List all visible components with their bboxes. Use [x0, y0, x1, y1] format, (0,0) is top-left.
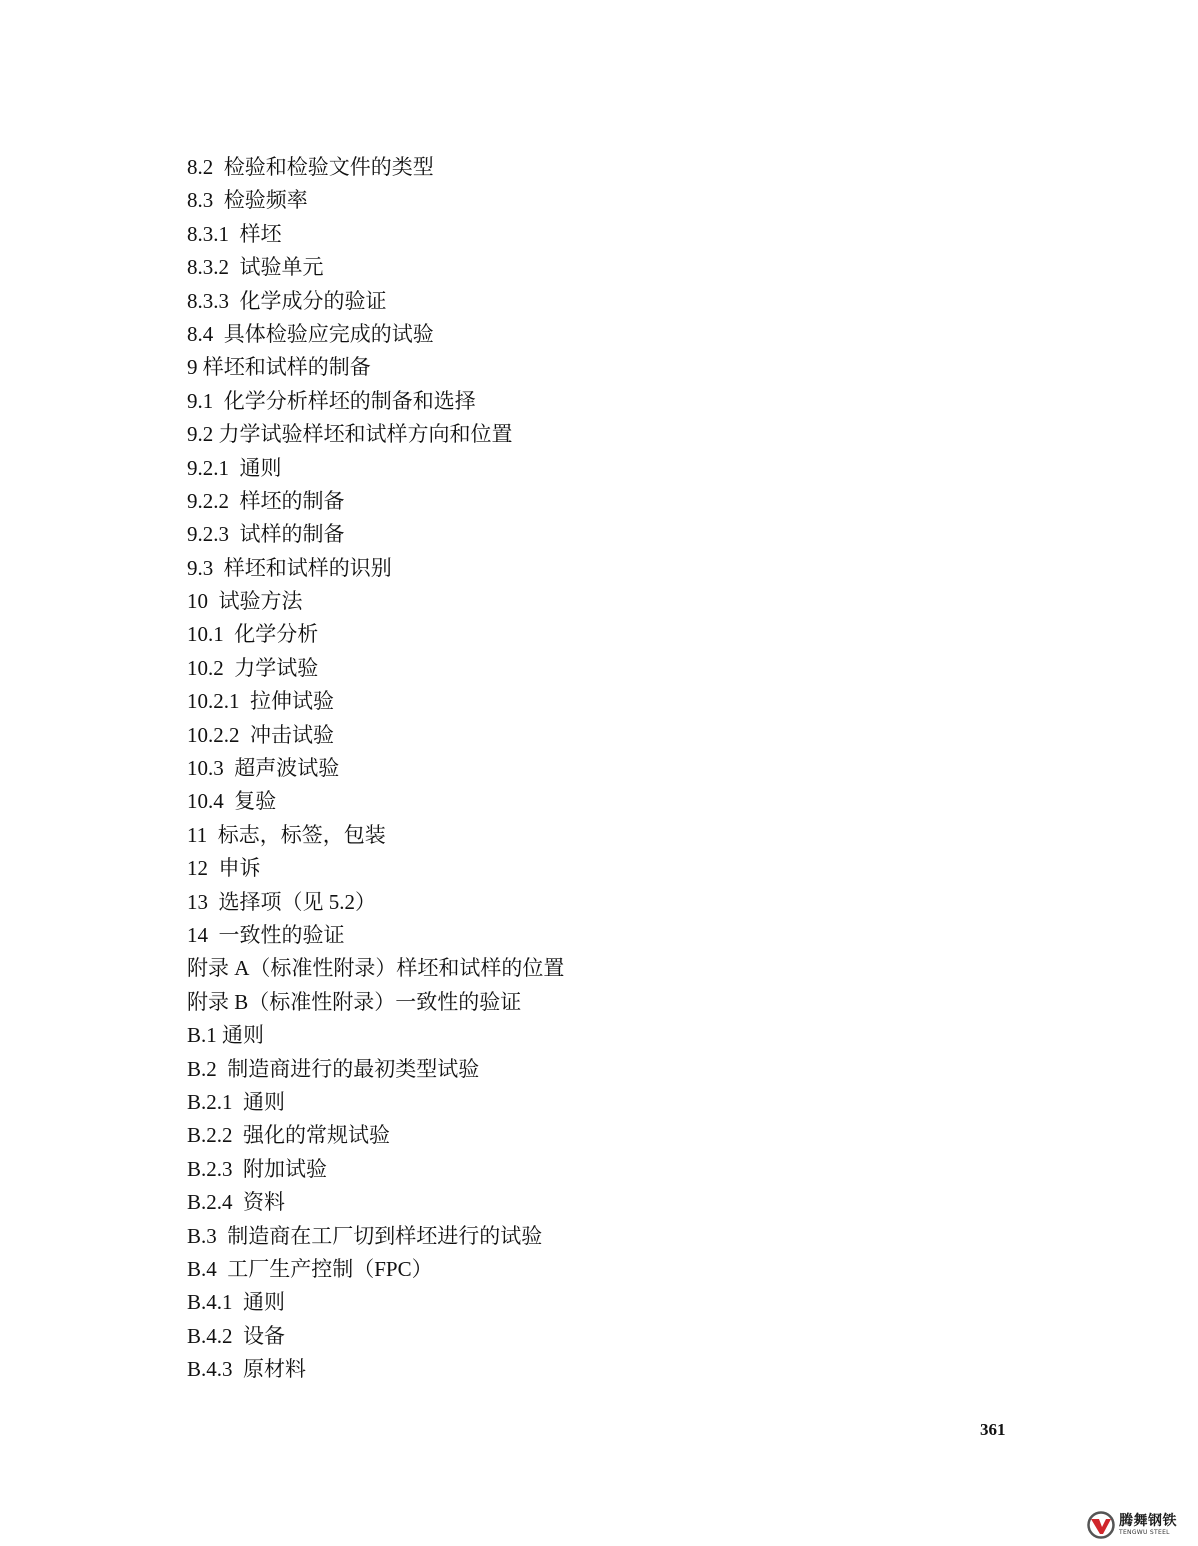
- toc-entry: 10.4 复验: [187, 789, 277, 814]
- toc-entry: 8.4 具体检验应完成的试验: [187, 321, 434, 346]
- logo-name-en: TENGWU STEEL: [1119, 1529, 1170, 1536]
- toc-entry: B.2.3 附加试验: [187, 1156, 328, 1181]
- toc-entry: 8.3.2 试验单元: [187, 255, 324, 280]
- toc-entry: B.2.1 通则: [187, 1089, 286, 1114]
- toc-entry: B.2.4 资料: [187, 1190, 286, 1215]
- table-of-contents: [187, 151, 947, 1386]
- toc-entry: B.4.1 通则: [187, 1290, 286, 1315]
- toc-entry: B.2.2 强化的常规试验: [187, 1123, 391, 1148]
- toc-entry: 12 申诉: [187, 856, 261, 881]
- toc-entry: B.4.2 设备: [187, 1323, 286, 1348]
- logo-name-cn: 腾舞钢铁: [1119, 1513, 1177, 1529]
- toc-entry: B.3 制造商在工厂切到样坯进行的试验: [187, 1223, 543, 1248]
- toc-entry: 8.3.3 化学成分的验证: [187, 288, 387, 313]
- toc-entry: 9.2.3 试样的制备: [187, 522, 345, 547]
- toc-entry: 10.3 超声波试验: [187, 756, 340, 781]
- toc-entry: 8.3 检验频率: [187, 188, 308, 213]
- toc-entry: 9.2.1 通则: [187, 455, 282, 480]
- toc-entry: 9 样坯和试样的制备: [187, 355, 371, 380]
- toc-entry: B.4 工厂生产控制（FPC）: [187, 1256, 433, 1281]
- tengwu-logo-mark-icon: [1086, 1510, 1116, 1540]
- toc-entry: 11 标志，标签，包装: [187, 822, 386, 847]
- toc-entry: 14 一致性的验证: [187, 922, 345, 947]
- toc-entry: 9.1 化学分析样坯的制备和选择: [187, 388, 476, 413]
- toc-entry: 附录 A（标准性附录）样坯和试样的位置: [187, 956, 565, 981]
- toc-entry: B.1 通则: [187, 1023, 265, 1048]
- toc-entry: 8.2 检验和检验文件的类型: [187, 155, 434, 179]
- toc-entry: 附录 B（标准性附录）一致性的验证: [187, 989, 522, 1014]
- toc-entry: 9.3 样坯和试样的识别: [187, 555, 392, 580]
- page-number: 361: [980, 1420, 1006, 1439]
- toc-entry: 10.1 化学分析: [187, 622, 319, 647]
- toc-entry: 10.2.1 拉伸试验: [187, 689, 334, 714]
- toc-entry: 10.2 力学试验: [187, 655, 319, 680]
- toc-entry: 10 试验方法: [187, 589, 303, 614]
- toc-entry: 8.3.1 样坯: [187, 221, 282, 246]
- toc-entry: 9.2 力学试验样坯和试样方向和位置: [187, 422, 513, 447]
- toc-entry: B.2 制造商进行的最初类型试验: [187, 1056, 480, 1081]
- toc-entry: B.4.3 原材料: [187, 1357, 307, 1382]
- company-logo: [1086, 1508, 1190, 1542]
- toc-entry: 9.2.2 样坯的制备: [187, 488, 345, 513]
- toc-entry: 13 选择项（见 5.2）: [187, 889, 376, 914]
- toc-entry: 10.2.2 冲击试验: [187, 722, 334, 747]
